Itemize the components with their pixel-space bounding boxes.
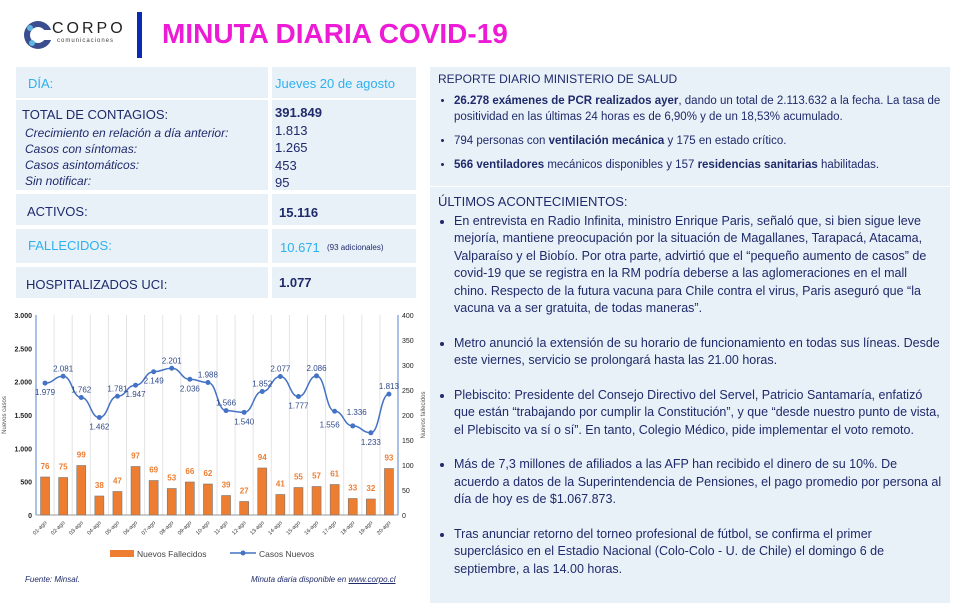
sub-value: 95 [275,175,290,190]
x-tick-label: 13-ago [249,520,266,537]
line-label: 2.086 [306,363,327,373]
y-tick-label: 0 [28,513,32,520]
x-tick-label: 06-ago [122,520,139,537]
uci-label: HOSPITALIZADOS UCI: [26,277,168,292]
bar-label: 94 [257,453,267,462]
bar [185,482,194,515]
fallecidos-label: FALLECIDOS: [28,238,112,253]
bar [222,496,231,516]
bar-label: 33 [348,483,358,493]
bar-label: 38 [94,481,104,490]
y2-tick-label: 50 [402,488,410,495]
bar [77,466,86,516]
dia-label: DÍA: [28,76,54,91]
bar-label: 47 [112,476,122,486]
text: habilitadas. [817,159,880,171]
y-tick-label: 500 [20,479,32,487]
reporte-title: REPORTE DIARIO MINISTERIO DE SALUD [438,72,678,86]
bar-label: 97 [131,451,141,461]
bar [348,499,357,516]
line-point [169,366,174,371]
x-tick-label: 03-ago [68,520,85,537]
text: , dando un total de 2.113.632 a la fecha. La tasa de positividad en las últimas 24 horas es de 6,90% y de un 18,53% acumulado. [454,95,941,123]
divider [137,12,142,58]
y2-tick-label: 400 [402,313,414,320]
line-label: 1.556 [319,420,340,430]
bar-label: 55 [293,472,303,482]
line-point [350,423,355,428]
y2-tick-label: 100 [402,463,414,470]
sub-label: Crecimiento en relación a día anterior: [25,126,229,140]
y-tick-label: 1.500 [14,413,32,420]
dia-value: Jueves 20 de agosto [275,76,395,91]
activos-value: 15.116 [279,205,319,220]
y-tick-label: 1.000 [14,446,32,454]
x-tick-label: 11-ago [213,520,230,537]
line-point [61,374,66,379]
x-tick-label: 10-ago [195,520,212,537]
total-value: 391.849 [275,105,322,120]
bold-text: ventilación mecánica [548,135,665,147]
line-label: 1.777 [288,401,309,411]
y2-tick-label: 150 [402,438,414,445]
page-title: MINUTA DIARIA COVID-19 [162,18,508,49]
line-label: 1.979 [35,388,56,398]
bar [203,484,212,515]
bar-label: 76 [40,462,50,471]
line-point [97,415,102,420]
bar-label: 69 [149,465,159,475]
line-point [115,394,120,399]
bar-label: 62 [203,469,213,478]
uci-value: 1.077 [279,275,312,290]
y-tick-label: 3.000 [14,313,32,320]
news-item: • Más de 7,3 millones de afiliados a las AFP han recibido el dinero de su 10%. De acuerdo a datos de la Superintendencia de Pensiones, el pago promedio por persona al día de hoy es de $1.067.873. [454,456,942,509]
line-label: 2.149 [143,376,164,386]
bar [330,485,339,516]
reporte-item [454,93,942,125]
bar-label: 93 [384,453,394,463]
bar [312,487,321,516]
bar-label: 57 [312,471,322,481]
bar-label: 61 [330,469,340,479]
logo-name: CORPO [52,20,126,37]
line-point [386,392,391,397]
reporte-item [454,157,942,173]
line-point [332,409,337,414]
line-point [260,389,265,394]
sub-value: 1.265 [275,140,308,155]
y2-tick-label: 300 [402,363,414,370]
line-point [242,410,247,415]
fallecidos-value: 10.671 [280,240,320,255]
line-point [205,380,210,385]
line-label: 1.336 [346,407,367,417]
x-tick-label: 05-ago [104,520,121,537]
ultimos-panel [430,187,950,603]
reporte-panel [430,67,950,186]
available-note [251,575,396,584]
y-tick-label: 2.000 [14,379,32,387]
corpo-link[interactable]: www.corpo.cl [348,575,396,584]
y-axis-title: Nuevos casos [2,396,8,434]
x-tick-label: 15-ago [285,520,302,537]
bar-label: 99 [76,450,86,460]
line-label: 2.036 [179,384,200,394]
x-tick-label: 01-ago [32,520,49,537]
line-label: 1.540 [234,417,255,427]
total-label: TOTAL DE CONTAGIOS: [22,107,169,122]
text: 794 personas con [454,135,549,147]
line-point [278,374,283,379]
bar [59,478,68,516]
bold-text: 566 ventiladores [454,159,545,171]
news-item: • Tras anunciar retorno del torneo profesional de fútbol, se confirma el primer superclásico en el Estadio Nacional (Colo-Colo - U. de Chile) el domingo 6 de septiembre, a las 14.00 horas. [454,526,942,579]
sub-label: Sin notificar: [25,174,92,188]
activos-label: ACTIVOS: [27,204,88,219]
line-label: 1.947 [125,390,146,400]
x-tick-label: 19-ago [357,520,375,537]
line-point [151,369,156,374]
line-label: 1.566 [216,398,237,408]
line-label: 1.852 [252,379,273,389]
line-point [43,381,48,386]
legend-line-marker [241,551,246,556]
y2-tick-label: 200 [402,413,414,420]
line-point [224,408,229,413]
sub-value: 1.813 [275,123,308,138]
source-note: Fuente: Minsal. [25,575,80,584]
x-tick-label: 16-ago [303,520,320,537]
news-item: • Plebiscito: Presidente del Consejo Directivo del Servel, Patricio Santamaría, enfatizó que están “trabajando por cumplir la Constitución”, y que “desde nuestro punto de vista, el Plebiscito va sí o sí”. En tanto, Colegio Médico, pide implementar el voto remoto. [454,387,942,440]
x-tick-label: 20-ago [376,520,393,537]
bar-label: 27 [239,486,249,496]
bold-text: residencias sanitarias [697,159,818,171]
line-label: 2.201 [161,356,182,366]
y2-tick-label: 250 [402,388,414,395]
news-item: • En entrevista en Radio Infinita, ministro Enrique Paris, señaló que, si bien sigue leve mejoría, mantiene preocupación por la situación de Magallanes, Tarapacá, Atacama, Valparaíso y el Biobío. Por otra parte, advirtió que el “pequeño aumento de casos” de covid-19 que se registra en la RM podría deberse a las aglomeraciones en el mall chino. Respecto de la futura vacuna para Chile contra el virus, Paris aseguró que “la vacuna va a ser gratuita, de todas maneras”. [454,213,942,318]
x-tick-label: 07-ago [140,520,158,537]
dia-label-cell [16,67,268,98]
sub-label: Casos con síntomas: [25,142,138,156]
line-label: 2.077 [270,364,291,374]
y2-axis-title: Nuevos fallecidos [421,391,427,439]
line-point [368,430,373,435]
bar-label: 53 [167,473,177,483]
legend-line-label: Casos Nuevos [259,549,315,559]
bar [276,495,285,516]
bar [131,467,140,516]
line-point [79,395,84,400]
line-label: 2.081 [53,364,74,374]
x-tick-label: 02-ago [50,520,67,537]
legend-bar-swatch [110,550,134,557]
bar [95,496,104,515]
news-item: • Metro anunció la extensión de su horario de funcionamiento en todas sus líneas. Desde este viernes, servicio se prolongará hasta las 21.00 horas. [454,335,942,370]
line-point [133,383,138,388]
line-label: 1.988 [197,370,218,380]
line-point [314,373,319,378]
x-tick-label: 18-ago [339,520,357,537]
line-label: 1.462 [89,422,110,432]
ultimos-title: ÚLTIMOS ACONTECIMIENTOS: [438,194,628,209]
bar [113,492,122,516]
covid-chart [0,300,428,570]
bar [294,488,303,516]
bar [366,499,375,515]
line-label: 1.762 [71,385,92,395]
line-label: 1.233 [360,437,381,447]
bar [149,481,158,516]
line-label: 1.813 [378,382,399,392]
bar [240,502,249,516]
x-tick-label: 04-ago [86,520,103,537]
bar [41,477,50,515]
sub-label: Casos asintomáticos: [25,158,140,172]
sub-value: 453 [275,158,297,173]
bar-label: 75 [58,462,68,472]
available-text: Minuta diaria disponible en [251,575,349,584]
bar-label: 32 [366,484,376,493]
bold-text: 26.278 exámenes de PCR realizados ayer [454,95,679,107]
y-tick-label: 2.500 [14,346,32,354]
text: y 175 en estado crítico. [664,135,787,147]
x-tick-label: 14-ago [267,520,284,537]
line-point [296,394,301,399]
text: mecánicos disponibles y 157 [544,159,698,171]
x-tick-label: 08-ago [158,520,176,537]
x-tick-label: 09-ago [176,520,194,537]
bar-label: 41 [275,479,285,489]
bar-label: 66 [185,467,195,476]
line-label: 1.781 [107,384,128,394]
logo-sub: comunicaciones [57,38,115,44]
reporte-item [454,133,942,149]
y2-tick-label: 0 [402,513,406,520]
x-tick-label: 12-ago [231,520,248,537]
y2-tick-label: 350 [402,338,414,345]
legend-bar-label: Nuevos Fallecidos [137,549,207,559]
bar [167,489,176,516]
x-tick-label: 17-ago [321,520,339,537]
fallecidos-note: (93 adicionales) [327,243,384,252]
bar-label: 39 [221,480,231,490]
bar [258,468,267,515]
line-point [187,377,192,382]
bar [384,469,393,516]
